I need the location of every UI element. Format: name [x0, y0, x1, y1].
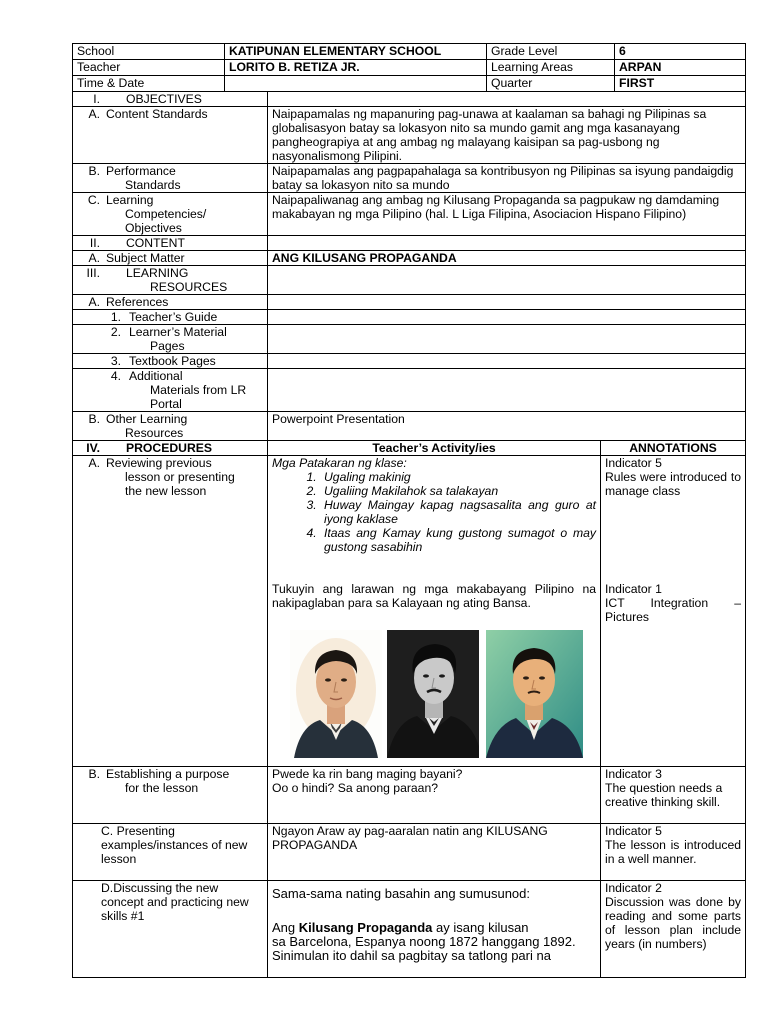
resource-item-row [73, 310, 746, 325]
subject-matter-letter: A. [88, 251, 100, 265]
objectives-num: I. [93, 92, 100, 106]
establishing-activity [268, 767, 601, 824]
reviewing-label1: Reviewing previous [106, 456, 212, 470]
teacher-value: LORITO B. RETIZA JR. [225, 60, 487, 76]
procedure-row-establishing [73, 767, 746, 824]
subject-matter-label [73, 251, 268, 266]
resource-item-num: 1. [110, 310, 121, 324]
other-resources-label1: Other Learning [106, 412, 188, 426]
resource-item-empty [268, 354, 746, 369]
resource-item-teachers-guide [73, 310, 268, 325]
competencies-label3: Objectives [125, 221, 182, 235]
resource-item-label: Teacher’s Guide [129, 310, 218, 324]
objectives-title: OBJECTIVES [126, 92, 202, 106]
establishing-annotations [601, 767, 746, 824]
resource-item-row [73, 325, 746, 354]
paragraph-line3: Sinimulan ito dahil sa pagbitay sa tatlong pari na [272, 948, 551, 963]
reviewing-label2: lesson or presenting [125, 470, 235, 484]
references-empty [268, 295, 746, 310]
content-standards-value: Naipapamalas ng mapanuring pag-unawa at kaalaman sa bahagi ng Pilipinas sa globalisasyon batay sa lokasyon nito sa mundo gamit ang mga kasanayang pangheograpiya at ang ambag ng malayang kaisipan sa pag-usbong ng nasyonalismong Pilipini. [268, 107, 746, 164]
resource-item-row [73, 354, 746, 369]
procedures-heading [73, 441, 268, 456]
performance-standards-label [73, 164, 268, 193]
discussing-paragraph [272, 921, 596, 963]
resource-item-additional-materials [73, 369, 268, 412]
other-resources-label [73, 412, 268, 441]
rule-item: 3. Huway Maingay kapag nagsasalita ang guro at iyong kaklase [320, 498, 596, 526]
paragraph-pre: Ang [272, 920, 296, 935]
competencies-label1: Learning [106, 193, 154, 207]
quarter-label: Quarter [487, 76, 615, 92]
school-value: KATIPUNAN ELEMENTARY SCHOOL [225, 44, 487, 60]
references-label [73, 295, 268, 310]
portrait-image [387, 630, 479, 758]
competencies-label2: Competencies/ [125, 207, 207, 221]
procedures-header-row [73, 441, 746, 456]
presenting-annotations [601, 824, 746, 881]
references-row [73, 295, 746, 310]
header-row-time [73, 76, 746, 92]
resource-item-label: Materials from LR [150, 383, 247, 397]
presenting-label2: examples/instances of new [101, 838, 248, 852]
objectives-heading [73, 92, 268, 107]
rules-list [272, 470, 596, 554]
discussing-letter: D. [101, 881, 114, 895]
resource-item-empty [268, 310, 746, 325]
reviewing-letter: A. [88, 456, 100, 470]
procedure-row-discussing [73, 881, 746, 978]
subject-matter-row [73, 251, 746, 266]
time-date-value [225, 76, 487, 92]
annotation-text: Rules were introduced to manage class [605, 470, 741, 498]
content-header-row [73, 236, 746, 251]
presenting-label1: Presenting [116, 824, 175, 838]
establishing-label2: for the lesson [125, 781, 199, 795]
resources-title1: LEARNING [126, 266, 189, 280]
other-resources-value: Powerpoint Presentation [268, 412, 746, 441]
time-date-label: Time & Date [73, 76, 225, 92]
performance-standards-value: Naipapamalas ang pagpapahalaga sa kontribusyon ng Pilipinas sa isyung pandaigdig batay sa lokasyon nito sa mundo [268, 164, 746, 193]
content-standards-label [73, 107, 268, 164]
resource-item-empty [268, 325, 746, 354]
grade-level-label: Grade Level [487, 44, 615, 60]
teachers-activity-header: Teacher’s Activity/ies [268, 441, 601, 456]
resource-item-num: 3. [110, 354, 121, 368]
rule-item: 4. Itaas ang Kamay kung gustong sumagot o may gustong sasabihin [320, 526, 596, 554]
portrait-image [290, 630, 382, 758]
procedures-title: PROCEDURES [126, 441, 213, 455]
annotation-title: Indicator 1 [605, 582, 662, 596]
reviewing-annotations [601, 456, 746, 767]
resource-item-label: Portal [150, 397, 182, 411]
competencies-row [73, 193, 746, 236]
competencies-value: Naipapaliwanag ang ambag ng Kilusang Propaganda sa pagpukaw ng damdaming makabayan ng mga Pilipino (hal. L Liga Filipina, Asociacion Hispano Filipino) [268, 193, 746, 236]
annotation-text: The lesson is introduced in a well manner. [605, 838, 741, 866]
establishing-label1: Establishing a purpose [106, 767, 230, 781]
reviewing-label3: the new lesson [125, 484, 207, 498]
resource-item-row [73, 369, 746, 412]
other-resources-row [73, 412, 746, 441]
discussing-activity [268, 881, 601, 978]
portrait-image [486, 630, 583, 758]
objectives-header-row [73, 92, 746, 107]
presenting-label3: lesson [101, 852, 137, 866]
discussing-intro: Sama-sama nating basahin ang sumusunod: [272, 886, 530, 901]
presenting-letter: C. [101, 824, 114, 838]
resources-empty [268, 266, 746, 295]
resource-item-empty [268, 369, 746, 412]
content-title: CONTENT [126, 236, 185, 250]
resource-item-label: Pages [150, 339, 185, 353]
quarter-value: FIRST [615, 76, 746, 92]
annotation-text: Discussion was done by reading and some parts of lesson plan include years (in numbers) [605, 895, 741, 951]
discussing-label1: Discussing the new [113, 881, 219, 895]
subject-matter-value: ANG KILUSANG PROPAGANDA [268, 251, 746, 266]
resource-item-num: 2. [110, 325, 121, 339]
resource-item-label: Textbook Pages [129, 354, 216, 368]
references-text: References [106, 295, 169, 309]
competencies-letter: C. [87, 193, 100, 207]
learning-areas-value: ARPAN [615, 60, 746, 76]
content-heading [73, 236, 268, 251]
procedure-row-reviewing [73, 456, 746, 767]
objectives-empty [268, 92, 746, 107]
content-standards-row [73, 107, 746, 164]
resources-title2: RESOURCES [150, 280, 228, 294]
content-standards-text: Content Standards [106, 107, 208, 121]
discussing-label2: concept and practicing new [101, 895, 249, 909]
annotation-title: Indicator 5 [605, 456, 662, 470]
annotation-title: Indicator 5 [605, 824, 662, 838]
competencies-label [73, 193, 268, 236]
reviewing-activity [268, 456, 601, 767]
resource-item-label: Learner’s Material [129, 325, 227, 339]
resources-header-row [73, 266, 746, 295]
resource-item-learners-material [73, 325, 268, 354]
content-empty [268, 236, 746, 251]
resource-item-label: Additional [129, 369, 183, 383]
paragraph-bold: Kilusang Propaganda [298, 920, 433, 935]
establishing-line1: Pwede ka rin bang maging bayani? [272, 767, 463, 781]
performance-standards-label1: Performance [106, 164, 176, 178]
resource-item-textbook-pages [73, 354, 268, 369]
performance-standards-label2: Standards [125, 178, 181, 192]
discussing-annotations [601, 881, 746, 978]
establishing-label [73, 767, 268, 824]
subject-matter-text: Subject Matter [106, 251, 185, 265]
teacher-label: Teacher [73, 60, 225, 76]
establishing-line2: Oo o hindi? Sa anong paraan? [272, 781, 439, 795]
header-table [72, 43, 746, 92]
resource-item-num: 4. [110, 369, 121, 383]
paragraph-line2: sa Barcelona, Espanya noong 1872 hanggang 1892. [272, 934, 576, 949]
annotation-text: The question needs a creative thinking skill. [605, 781, 723, 809]
performance-standards-row [73, 164, 746, 193]
lesson-plan-table [72, 91, 746, 978]
rule-item: 1. Ugaling makinig [320, 470, 596, 484]
discussing-label [73, 881, 268, 978]
reviewing-label [73, 456, 268, 767]
content-num: II. [89, 236, 100, 250]
learning-areas-label: Learning Areas [487, 60, 615, 76]
hero-portraits [272, 630, 596, 758]
content-standards-letter: A. [88, 107, 100, 121]
other-resources-label2: Resources [125, 426, 184, 440]
resources-heading [73, 266, 268, 295]
header-row-school [73, 44, 746, 60]
annotation-title: Indicator 2 [605, 881, 662, 895]
procedure-row-presenting [73, 824, 746, 881]
references-letter: A. [88, 295, 100, 309]
rule-item: 2. Ugaliing Makilahok sa talakayan [320, 484, 596, 498]
discussing-label3: skills #1 [101, 909, 145, 923]
paragraph-post: ay isang kilusan [436, 920, 529, 935]
presenting-label [73, 824, 268, 881]
annotation-text: ICT Integration – Pictures [605, 596, 741, 624]
performance-standards-letter: B. [88, 164, 100, 178]
annotation-title: Indicator 3 [605, 767, 662, 781]
other-resources-letter: B. [88, 412, 100, 426]
procedures-num: IV. [86, 441, 100, 455]
rules-title: Mga Patakaran ng klase: [272, 456, 407, 470]
identify-task: Tukuyin ang larawan ng mga makabayang Pilipino na nakipaglaban para sa Kalayaan ng ating Bansa. [272, 582, 596, 610]
resources-num: III. [86, 266, 100, 280]
annotations-header: ANNOTATIONS [601, 441, 746, 456]
presenting-activity: Ngayon Araw ay pag-aaralan natin ang KILUSANG PROPAGANDA [268, 824, 601, 881]
school-label: School [73, 44, 225, 60]
establishing-letter: B. [88, 767, 100, 781]
header-row-teacher [73, 60, 746, 76]
grade-level-value: 6 [615, 44, 746, 60]
